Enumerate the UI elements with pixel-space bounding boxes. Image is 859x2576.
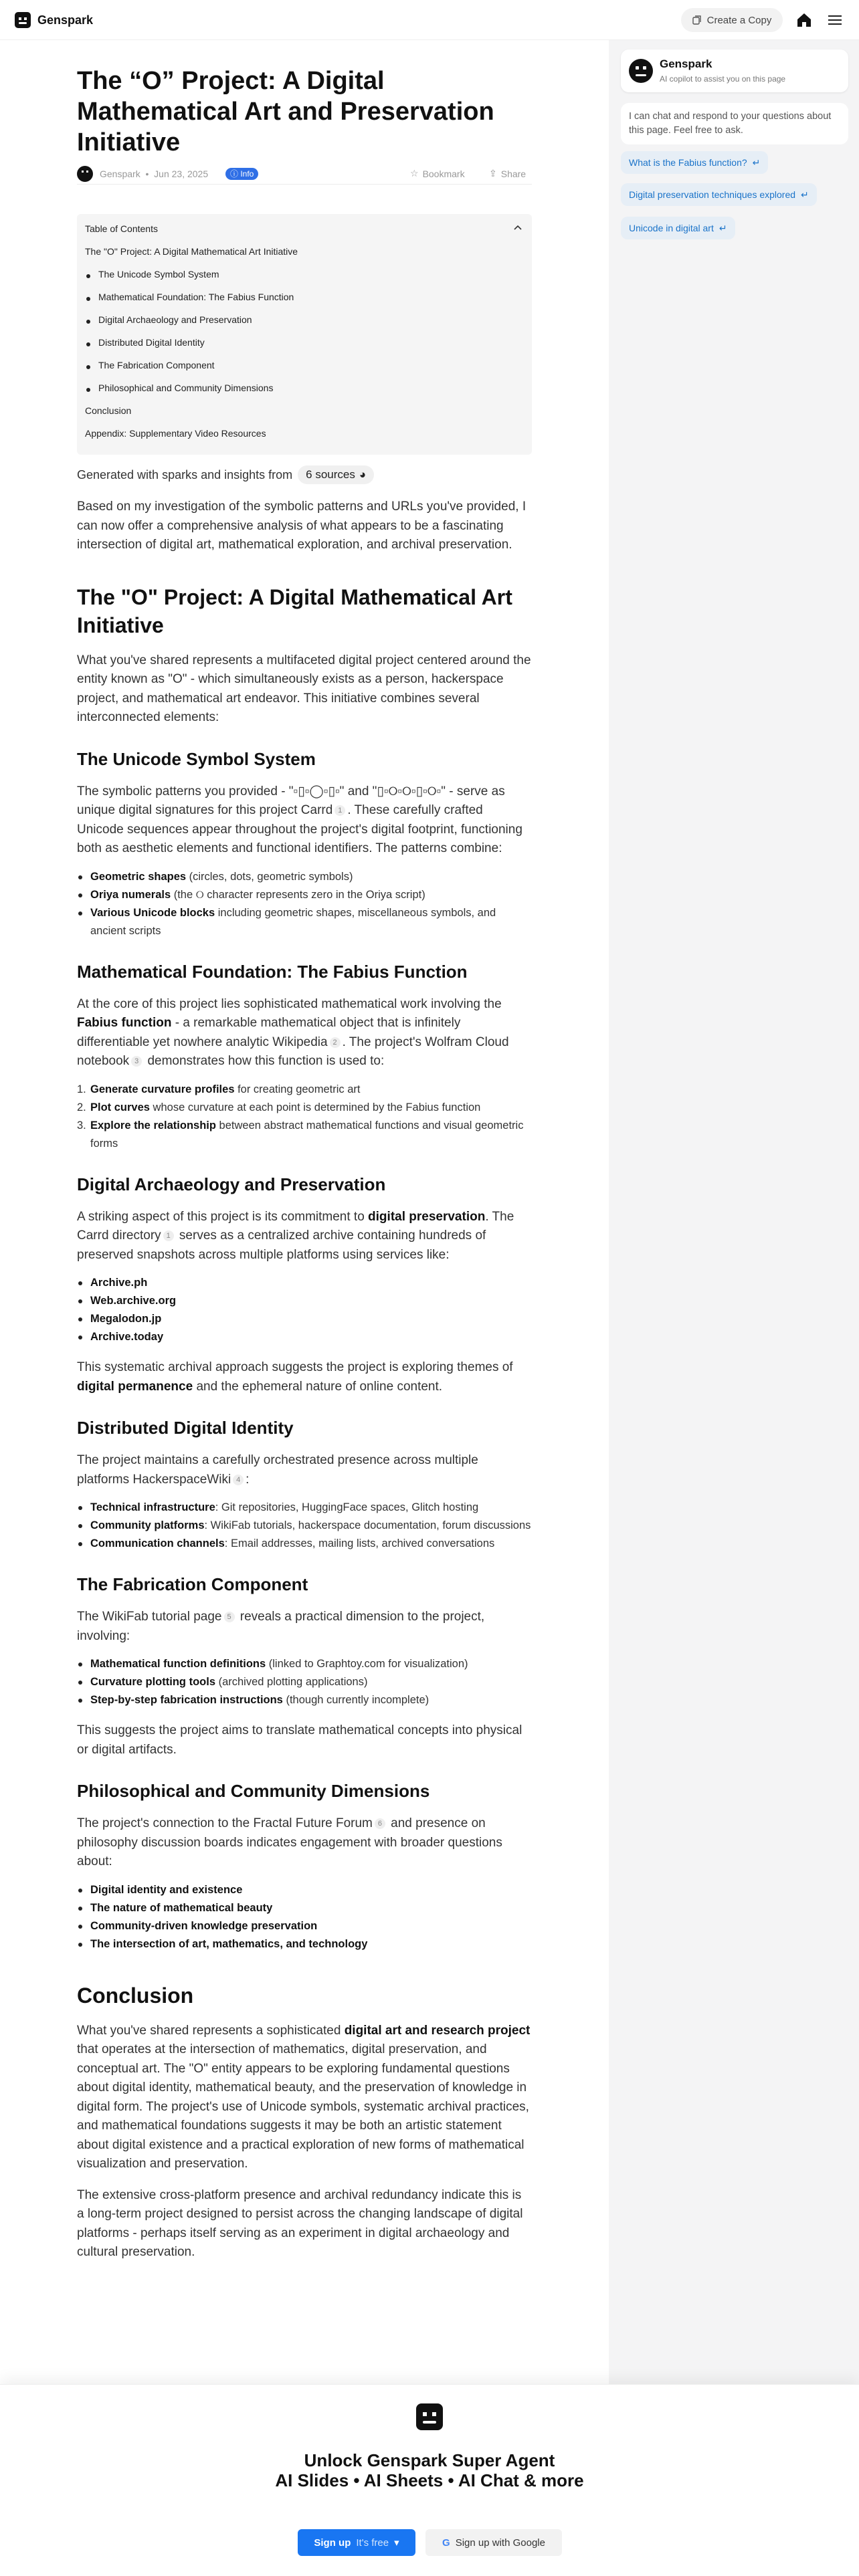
share-icon: ⇪ bbox=[489, 168, 497, 179]
list-item: 3. Explore the relationship between abstract mathematical functions and visual geometric forms bbox=[77, 1119, 524, 1150]
sources-line bbox=[77, 464, 532, 486]
copy-icon bbox=[692, 15, 702, 25]
sources-prefix: Generated with sparks and insights from bbox=[77, 467, 293, 481]
section-heading: Mathematical Foundation: The Fabius Function bbox=[77, 961, 468, 982]
paragraph: What you've shared represents a sophisticated digital art and research project that operates at the intersection of mathematics, digital preservation, and conceptual art. The "O" entity appears to be exploring fundamental questions about digital identity, mathematical beauty, and the preservation of knowledge in digital form. The project's use of Unicode symbols, systematic archival practices, and mathematical foundations suggests it may be both an artistic statement about digital existence and a practical exploration of new forms of mathematical visualization and preservation. bbox=[77, 2023, 531, 2171]
bookmark-icon: ☆ bbox=[410, 168, 419, 179]
paragraph: What you've shared represents a multifaceted digital project centered around the entity known as "O" - which simultaneously exists as a person, hackerspace project, and mathematical art endeavor. This initiative combines several interconnected elements: bbox=[77, 653, 531, 724]
suggestion-label: What is the Fabius function? bbox=[629, 157, 747, 168]
paragraph: The symbolic patterns you provided - "▫▯▫◯▫▯▫" and "▯▫୦▫୦▫▯▫୦▫" - serve as unique digital signatures for this project Carrd 1 . These carefully crafted Unicode sequences appear throughout the project's digital footprint, functioning both as aesthetic elements and functional identifiers. The patterns combine: bbox=[77, 784, 522, 855]
bullet-list bbox=[77, 1655, 532, 1709]
author-date: Genspark • Jun 23, 2025 bbox=[100, 169, 209, 179]
toc-title: Table of Contents bbox=[85, 223, 158, 234]
toc-item[interactable]: Distributed Digital Identity bbox=[98, 337, 205, 348]
genspark-logo-icon bbox=[416, 2403, 443, 2430]
sources-icon: ◕ bbox=[359, 468, 367, 481]
suggestion-chip[interactable] bbox=[621, 151, 768, 174]
toc-item[interactable]: Digital Archaeology and Preservation bbox=[98, 314, 252, 325]
paragraph: A striking aspect of this project is its commitment to digital preservation. The Carrd directory 1 serves as a centralized archive containing hundreds of preserved snapshots across multiple platforms using services like: bbox=[77, 1209, 514, 1262]
create-copy-label: Create a Copy bbox=[706, 14, 772, 26]
list-item: Step-by-step fabrication instructions (though currently incomplete) bbox=[90, 1691, 532, 1709]
ai-avatar-icon bbox=[629, 59, 653, 83]
section-heading: The Unicode Symbol System bbox=[77, 748, 316, 769]
list-item: The nature of mathematical beauty bbox=[90, 1899, 532, 1917]
toc-item[interactable]: Conclusion bbox=[85, 405, 132, 416]
list-item: Digital identity and existence bbox=[90, 1881, 532, 1899]
signup-button[interactable]: Sign up It's free ▾ bbox=[298, 2529, 415, 2556]
menu-icon[interactable] bbox=[827, 12, 843, 28]
google-signup-button[interactable]: G Sign up with Google bbox=[425, 2529, 562, 2556]
ai-copilot-card bbox=[621, 49, 848, 92]
list-item: Archive.today bbox=[90, 1328, 532, 1346]
ai-name: Genspark bbox=[660, 58, 712, 70]
chat-intro-message: I can chat and respond to your questions about this page. Feel free to ask. bbox=[621, 103, 848, 144]
list-item: Mathematical function definitions (linked to Graphtoy.com for visualization) bbox=[90, 1655, 532, 1673]
toc-bullet bbox=[86, 320, 90, 324]
bullet-list bbox=[77, 1274, 532, 1346]
suggestion-label: Unicode in digital art bbox=[629, 223, 714, 233]
google-icon: G bbox=[442, 2537, 450, 2549]
ai-copilot-sidebar bbox=[609, 40, 859, 2384]
article-meta bbox=[77, 165, 532, 185]
bullet-list bbox=[77, 1499, 532, 1553]
section-heading: Distributed Digital Identity bbox=[77, 1418, 294, 1438]
toc-bullet bbox=[86, 365, 90, 369]
top-bar bbox=[0, 0, 859, 40]
list-item: Communication channels: Email addresses, mailing lists, archived conversations bbox=[90, 1535, 532, 1553]
paragraph: At the core of this project lies sophisticated mathematical work involving the Fabius function - a remarkable mathematical object that is infinitely differentiable yet nowhere analytic Wikipedia 2 . The project's Wolfram Cloud notebook 3 demonstrates how this function is used to: bbox=[77, 996, 509, 1068]
list-item: Technical infrastructure: Git repositories, HuggingFace spaces, Glitch hosting bbox=[90, 1499, 532, 1517]
citation-badge[interactable]: 4 bbox=[233, 1475, 244, 1485]
list-item: Community platforms: WikiFab tutorials, hackerspace documentation, forum discussions bbox=[90, 1517, 532, 1535]
citation-badge[interactable]: 2 bbox=[330, 1037, 341, 1048]
author-avatar bbox=[77, 166, 93, 182]
citation-badge[interactable]: 1 bbox=[163, 1230, 174, 1241]
info-badge[interactable]: ⓘ Info bbox=[225, 168, 258, 180]
citation-badge[interactable]: 1 bbox=[335, 805, 345, 816]
numbered-list bbox=[77, 1081, 532, 1153]
chevron-down-icon: ▾ bbox=[394, 2537, 399, 2549]
list-item: Megalodon.jp bbox=[90, 1310, 532, 1328]
paragraph: The project maintains a carefully orchestrated presence across multiple platforms HackerspaceWiki 4 : bbox=[77, 1453, 478, 1487]
article-title: The “O” Project: A Digital Mathematical Art and Preservation Initiative bbox=[77, 67, 494, 156]
toc-item[interactable]: Philosophical and Community Dimensions bbox=[98, 383, 274, 393]
section-heading: The Fabrication Component bbox=[77, 1574, 308, 1594]
list-item: Oriya numerals (the ୦ character represents zero in the Oriya script) bbox=[90, 886, 532, 904]
citation-badge[interactable]: 6 bbox=[375, 1818, 385, 1829]
suggestion-chip[interactable] bbox=[621, 217, 735, 239]
article-content bbox=[77, 464, 532, 2262]
toc-item[interactable]: The "O" Project: A Digital Mathematical Art Initiative bbox=[85, 246, 298, 257]
toc-bullet bbox=[86, 297, 90, 301]
toc-item[interactable]: Appendix: Supplementary Video Resources bbox=[85, 428, 266, 439]
toc-item[interactable]: The Unicode Symbol System bbox=[98, 269, 219, 280]
bullet-list bbox=[77, 1881, 532, 1953]
bookmark-button[interactable]: ☆ Bookmark bbox=[410, 168, 465, 179]
list-item: Archive.ph bbox=[90, 1274, 532, 1292]
list-item: Geometric shapes (circles, dots, geometric symbols) bbox=[90, 868, 532, 886]
toc-item[interactable]: Mathematical Foundation: The Fabius Function bbox=[98, 292, 294, 302]
citation-badge[interactable]: 5 bbox=[224, 1612, 235, 1622]
suggestion-label: Digital preservation techniques explored bbox=[629, 189, 796, 200]
intro-paragraph: Based on my investigation of the symbolic patterns and URLs you've provided, I can now offer a comprehensive analysis of what appears to be a fascinating intersection of digital art, mathematical exploration, and archival preservation. bbox=[77, 500, 527, 552]
section-heading: Philosophical and Community Dimensions bbox=[77, 1781, 430, 1801]
enter-arrow-icon: ↵ bbox=[801, 189, 809, 200]
enter-arrow-icon: ↵ bbox=[719, 222, 727, 233]
list-item: The intersection of art, mathematics, and technology bbox=[90, 1935, 532, 1953]
section-heading: Digital Archaeology and Preservation bbox=[77, 1174, 386, 1194]
list-item: 2. Plot curves whose curvature at each point is determined by the Fabius function bbox=[77, 1101, 481, 1113]
cta-title: Unlock Genspark Super Agent bbox=[304, 2450, 555, 2470]
bullet-list bbox=[77, 868, 532, 940]
section-heading: The "O" Project: A Digital Mathematical Art Initiative bbox=[77, 584, 512, 637]
toc-bullet bbox=[86, 388, 90, 392]
sources-button[interactable]: 6 sources ◕ bbox=[298, 465, 374, 484]
ai-subtitle: AI copilot to assist you on this page bbox=[660, 74, 786, 84]
toc-bullet bbox=[86, 274, 90, 278]
chevron-up-icon[interactable] bbox=[513, 223, 522, 233]
paragraph: This systematic archival approach suggests the project is exploring themes of digital permanence and the ephemeral nature of online content. bbox=[77, 1360, 513, 1394]
list-item: 1. Generate curvature profiles for creating geometric art bbox=[77, 1083, 361, 1095]
paragraph: This suggests the project aims to translate mathematical concepts into physical or digital artifacts. bbox=[77, 1723, 522, 1757]
section-heading: Conclusion bbox=[77, 1983, 194, 2008]
enter-arrow-icon: ↵ bbox=[752, 156, 761, 168]
cta-subtitle: AI Slides • AI Sheets • AI Chat & more bbox=[275, 2470, 584, 2490]
paragraph: The project's connection to the Fractal Future Forum 6 and presence on philosophy discussion boards indicates engagement with broader questions about: bbox=[77, 1816, 502, 1868]
paragraph: The extensive cross-platform presence and archival redundancy indicate this is a long-term project designed to persist across the changing landscape of digital platforms - perhaps itself serving as an experiment in digital archaeology and cultural preservation. bbox=[77, 2187, 523, 2259]
toc-item[interactable]: The Fabrication Component bbox=[98, 360, 215, 370]
toc-bullet bbox=[86, 342, 90, 346]
list-item: Various Unicode blocks including geometric shapes, miscellaneous symbols, and ancient scripts bbox=[90, 904, 532, 940]
suggestion-chip[interactable] bbox=[621, 183, 817, 206]
genspark-logo-icon bbox=[15, 12, 31, 28]
create-copy-button[interactable] bbox=[681, 8, 783, 32]
paragraph: The WikiFab tutorial page 5 reveals a practical dimension to the project, involving: bbox=[77, 1610, 485, 1643]
share-button[interactable]: ⇪ Share bbox=[489, 168, 527, 179]
citation-badge[interactable]: 3 bbox=[131, 1056, 142, 1067]
signup-overlay bbox=[0, 2384, 859, 2576]
table-of-contents bbox=[77, 214, 532, 455]
brand-name: Genspark bbox=[37, 13, 94, 27]
list-item: Web.archive.org bbox=[90, 1292, 532, 1310]
brand-logo[interactable] bbox=[15, 12, 93, 28]
list-item: Curvature plotting tools (archived plotting applications) bbox=[90, 1673, 532, 1691]
list-item: Community-driven knowledge preservation bbox=[90, 1917, 532, 1935]
home-icon[interactable] bbox=[795, 11, 814, 29]
